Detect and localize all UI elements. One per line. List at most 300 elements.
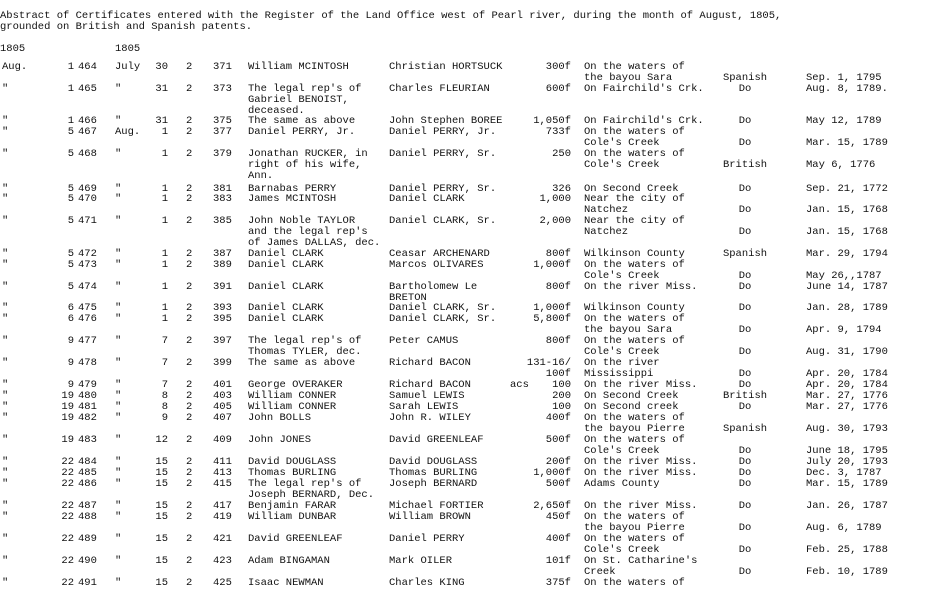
cell-d: 15 [155,577,168,589]
cell-no: 476 [78,313,97,325]
cell-m2: " [115,412,122,424]
cell-pg: 411 [213,456,232,468]
cell-claimant: Ann. [248,170,274,182]
cell-date: Mar. 27, 1776 [806,401,888,413]
cell-loc: On the river Miss. [584,456,698,468]
cell-qty: 131-16/ [526,357,571,369]
cell-no: 484 [78,456,97,468]
cell-nat: Do [738,368,752,380]
cell-pg: 421 [213,533,232,545]
cell-qty: 450f [545,511,571,523]
cell-c: 2 [186,281,193,293]
cell-qty: 733f [545,126,571,138]
cell-d: 31 [155,83,168,95]
cell-loc: On the river Miss. [584,467,698,479]
year-header-1: 1805 [0,43,26,55]
cell-qty: 200f [545,456,571,468]
cell-loc: Wilkinson County [584,302,685,314]
cell-d: 15 [155,478,168,490]
cell-d: 15 [155,533,168,545]
cell-vol: 9 [67,357,74,369]
cell-date: Aug. 30, 1793 [806,423,888,435]
cell-c: 2 [186,248,193,260]
cell-pg: 405 [213,401,232,413]
cell-m2: " [115,83,122,95]
cell-orig: Daniel CLARK, Sr. [389,215,497,227]
cell-vol: 22 [61,500,74,512]
cell-date: Apr. 20, 1784 [806,379,888,391]
cell-loc: Near the city of [584,215,685,227]
document-title-line-1: Abstract of Certificates entered with the Register of the Land Office west of Pearl river, during the month of August, 1805, [0,10,782,22]
cell-claimant: Jonathan RUCKER, in [248,148,368,160]
cell-m1: " [2,478,9,490]
cell-loc: On the waters of [584,533,685,545]
cell-no: 472 [78,248,97,260]
cell-claimant: deceased. [248,105,305,117]
cell-claimant: Adam BINGAMAN [248,555,330,567]
cell-claimant: The legal rep's of [248,335,362,347]
cell-m1: " [2,500,9,512]
cell-nat: Do [738,522,752,534]
cell-qty: 800f [545,281,571,293]
cell-d: 1 [161,281,168,293]
cell-m1: " [2,379,9,391]
cell-pg: 423 [213,555,232,567]
cell-loc: Cole's Creek [584,445,660,457]
cell-date: Dec. 3, 1787 [806,467,882,479]
cell-c: 2 [186,357,193,369]
cell-orig: Bartholomew Le [389,281,478,293]
cell-orig: Charles FLEURIAN [389,83,490,95]
cell-m2: " [115,533,122,545]
cell-vol: 5 [67,281,74,293]
cell-no: 487 [78,500,97,512]
cell-m2: " [115,313,122,325]
cell-claimant: Thomas BURLING [248,467,337,479]
cell-qty: 200 [552,390,571,402]
cell-nat: Do [738,324,752,336]
cell-vol: 1 [67,83,74,95]
cell-date: Feb. 10, 1789 [806,566,888,578]
cell-orig: Daniel CLARK, Sr. [389,302,497,314]
cell-orig: John Stephen BOREE [389,115,503,127]
cell-d: 7 [161,357,168,369]
cell-vol: 6 [67,302,74,314]
cell-date: July 20, 1793 [806,456,888,468]
cell-nat: Do [738,544,752,556]
cell-loc: Cole's Creek [584,544,660,556]
cell-pg: 395 [213,313,232,325]
cell-loc: On the waters of [584,577,685,589]
cell-loc: Creek [584,566,616,578]
cell-nat: Do [738,183,752,195]
cell-nat: Do [738,401,752,413]
cell-c: 2 [186,577,193,589]
cell-orig: Thomas BURLING [389,467,478,479]
cell-nat: Do [738,500,752,512]
cell-qty: 1,000 [539,193,571,205]
cell-claimant: Benjamin FARAR [248,500,337,512]
cell-d: 1 [161,183,168,195]
year-header-2: 1805 [115,43,141,55]
cell-pg: 385 [213,215,232,227]
cell-qty: 100 [552,379,571,391]
cell-m1: " [2,390,9,402]
cell-nat: Spanish [722,423,768,435]
cell-pg: 399 [213,357,232,369]
cell-d: 1 [161,248,168,260]
cell-pg: 373 [213,83,232,95]
cell-orig: Sarah LEWIS [389,401,459,413]
cell-no: 490 [78,555,97,567]
cell-qty: 500f [545,434,571,446]
cell-claimant: Daniel CLARK [248,248,324,260]
cell-m2: " [115,302,122,314]
cell-qty: 1,000f [533,302,571,314]
cell-vol: 9 [67,379,74,391]
cell-pg: 387 [213,248,232,260]
cell-date: Aug. 31, 1790 [806,346,888,358]
cell-m1: " [2,248,9,260]
cell-pg: 379 [213,148,232,160]
cell-vol: 5 [67,183,74,195]
cell-pg: 425 [213,577,232,589]
cell-m1: " [2,193,9,205]
cell-orig: Mark OILER [389,555,453,567]
cell-nat: Do [738,566,752,578]
cell-loc: On the river [584,357,660,369]
cell-orig: Richard BACON [389,357,471,369]
cell-nat: Do [738,281,752,293]
cell-no: 483 [78,434,97,446]
cell-claimant: George OVERAKER [248,379,343,391]
cell-m2: " [115,248,122,260]
cell-claimant: The same as above [248,115,356,127]
cell-d: 1 [161,193,168,205]
cell-loc: On the river Miss. [584,281,698,293]
cell-vol: 6 [67,313,74,325]
cell-m1: " [2,555,9,567]
cell-c: 2 [186,302,193,314]
cell-claimant: Daniel CLARK [248,281,324,293]
cell-nat: Spanish [722,248,768,260]
cell-no: 465 [78,83,97,95]
cell-d: 7 [161,335,168,347]
cell-orig: David DOUGLASS [389,456,478,468]
cell-nat: Do [738,83,752,95]
cell-orig: Christian HORTSUCK [389,61,503,73]
cell-m1: " [2,83,9,95]
cell-c: 2 [186,401,193,413]
cell-date: Feb. 25, 1788 [806,544,888,556]
cell-orig: Marcos OLIVARES [389,259,484,271]
cell-c: 2 [186,533,193,545]
cell-vol: 22 [61,478,74,490]
cell-c: 2 [186,434,193,446]
cell-m2: " [115,434,122,446]
cell-vol: 22 [61,533,74,545]
cell-orig: William BROWN [389,511,471,523]
cell-loc: Cole's Creek [584,159,660,171]
cell-c: 2 [186,511,193,523]
cell-pg: 415 [213,478,232,490]
cell-m1: " [2,302,9,314]
cell-vol: 22 [61,555,74,567]
cell-c: 2 [186,126,193,138]
cell-c: 2 [186,183,193,195]
cell-m2: " [115,259,122,271]
cell-date: June 18, 1795 [806,445,888,457]
cell-m1: " [2,577,9,589]
cell-m1: " [2,313,9,325]
cell-pg: 409 [213,434,232,446]
cell-vol: 5 [67,126,74,138]
cell-pg: 417 [213,500,232,512]
cell-nat: Do [738,270,752,282]
cell-date: Jan. 15, 1768 [806,226,888,238]
cell-m2: " [115,357,122,369]
cell-nat: Do [738,226,752,238]
cell-m2: " [115,335,122,347]
cell-qty: 600f [545,83,571,95]
cell-loc: On the waters of [584,434,685,446]
document-title-line-2: grounded on British and Spanish patents. [0,21,253,33]
cell-qty: 326 [552,183,571,195]
cell-claimant: The same as above [248,357,356,369]
cell-date: Jan. 28, 1789 [806,302,888,314]
cell-nat: British [722,390,768,402]
cell-claimant: William MCINTOSH [248,61,349,73]
cell-no: 477 [78,335,97,347]
cell-claimant: right of his wife, [248,159,362,171]
cell-loc: On the waters of [584,148,685,160]
cell-loc: On Second Creek [584,183,679,195]
cell-qty: 100 [552,401,571,413]
cell-claimant: Gabriel BENOIST, [248,94,349,106]
cell-no: 480 [78,390,97,402]
cell-loc: Cole's Creek [584,346,660,358]
cell-pg: 383 [213,193,232,205]
cell-no: 489 [78,533,97,545]
cell-orig: David GREENLEAF [389,434,484,446]
cell-claimant: James MCINTOSH [248,193,337,205]
cell-vol: 19 [61,401,74,413]
cell-m2: " [115,390,122,402]
cell-nat: Do [738,302,752,314]
cell-m1: " [2,434,9,446]
cell-m2: " [115,183,122,195]
cell-loc: On Second creek [584,401,679,413]
cell-loc: Wilkinson County [584,248,685,260]
cell-m1: " [2,456,9,468]
cell-m1: " [2,115,9,127]
cell-pg: 403 [213,390,232,402]
cell-pg: 401 [213,379,232,391]
cell-qty: 250 [552,148,571,160]
cell-nat: Do [738,456,752,468]
cell-m2: July [115,61,141,73]
cell-orig: Daniel CLARK, Sr. [389,313,497,325]
cell-m2: " [115,555,122,567]
cell-nat: British [722,159,768,171]
cell-vol: 5 [67,193,74,205]
cell-loc: On St. Catharine's [584,555,698,567]
cell-loc: the bayou Pierre [584,423,685,435]
cell-no: 474 [78,281,97,293]
cell-loc: On the waters of [584,335,685,347]
cell-c: 2 [186,148,193,160]
cell-m2: " [115,379,122,391]
cell-date: Mar. 15, 1789 [806,478,888,490]
cell-c: 2 [186,390,193,402]
cell-m1: " [2,511,9,523]
cell-loc: On Second Creek [584,390,679,402]
cell-claimant: William DUNBAR [248,511,337,523]
cell-claimant: Daniel CLARK [248,259,324,271]
cell-loc: On the waters of [584,61,685,73]
cell-qty: 400f [545,412,571,424]
cell-qty: 1,050f [533,115,571,127]
cell-vol: 1 [67,115,74,127]
cell-claimant: William CONNER [248,401,337,413]
cell-no: 479 [78,379,97,391]
cell-qty: 2,650f [533,500,571,512]
cell-date: Mar. 15, 1789 [806,137,888,149]
cell-vol: 19 [61,390,74,402]
cell-claimant: and the legal rep's [248,226,368,238]
cell-loc: On Fairchild's Crk. [584,83,704,95]
cell-m2: " [115,401,122,413]
cell-qty: 2,000 [539,215,571,227]
cell-pg: 377 [213,126,232,138]
cell-c: 2 [186,478,193,490]
cell-loc: Natchez [584,226,629,238]
cell-orig: Daniel PERRY, Sr. [389,183,497,195]
cell-no: 464 [78,61,97,73]
cell-d: 1 [161,148,168,160]
cell-claimant: Thomas TYLER, dec. [248,346,362,358]
cell-c: 2 [186,61,193,73]
cell-loc: On the waters of [584,259,685,271]
cell-m2: " [115,511,122,523]
cell-nat: Do [738,137,752,149]
cell-qty: 101f [545,555,571,567]
cell-vol: 1 [67,61,74,73]
cell-m1: " [2,126,9,138]
cell-claimant: John BOLLS [248,412,312,424]
cell-m1: " [2,357,9,369]
cell-loc: On the waters of [584,313,685,325]
cell-nat: Do [738,445,752,457]
cell-loc: Adams County [584,478,660,490]
cell-claimant: John Noble TAYLOR [248,215,356,227]
cell-d: 12 [155,434,168,446]
cell-loc: Near the city of [584,193,685,205]
cell-no: 469 [78,183,97,195]
cell-orig: Daniel CLARK [389,193,465,205]
cell-vol: 22 [61,467,74,479]
cell-d: 8 [161,390,168,402]
cell-c: 2 [186,259,193,271]
cell-loc: the bayou Sara [584,72,673,84]
cell-vol: 19 [61,434,74,446]
cell-d: 9 [161,412,168,424]
cell-claimant: William CONNER [248,390,337,402]
cell-claimant: David DOUGLASS [248,456,337,468]
cell-loc: Cole's Creek [584,137,660,149]
cell-m2: " [115,467,122,479]
cell-pre: acs [510,379,529,391]
cell-loc: On the waters of [584,412,685,424]
cell-m2: " [115,115,122,127]
cell-no: 473 [78,259,97,271]
cell-qty: 500f [545,478,571,490]
cell-m1: " [2,533,9,545]
cell-claimant: of James DALLAS, dec. [248,237,381,249]
cell-orig: Michael FORTIER [389,500,484,512]
cell-loc: Mississippi [584,368,654,380]
cell-d: 15 [155,511,168,523]
cell-d: 15 [155,456,168,468]
cell-m2: " [115,193,122,205]
cell-loc: On the river Miss. [584,379,698,391]
cell-d: 15 [155,555,168,567]
cell-d: 8 [161,401,168,413]
cell-date: Apr. 20, 1784 [806,368,888,380]
cell-d: 1 [161,126,168,138]
cell-c: 2 [186,412,193,424]
cell-qty: 300f [545,61,571,73]
cell-orig: Daniel PERRY, Jr. [389,126,497,138]
cell-qty: 400f [545,533,571,545]
cell-d: 30 [155,61,168,73]
cell-pg: 391 [213,281,232,293]
cell-loc: On the waters of [584,126,685,138]
cell-m1: " [2,467,9,479]
cell-m2: " [115,500,122,512]
cell-m2: " [115,215,122,227]
cell-vol: 19 [61,412,74,424]
cell-d: 1 [161,302,168,314]
cell-vol: 22 [61,577,74,589]
cell-nat: Do [738,467,752,479]
cell-nat: Do [738,346,752,358]
cell-pg: 381 [213,183,232,195]
cell-nat: Do [738,379,752,391]
cell-c: 2 [186,500,193,512]
cell-date: Apr. 9, 1794 [806,324,882,336]
cell-no: 481 [78,401,97,413]
cell-pg: 393 [213,302,232,314]
cell-m2: Aug. [115,126,141,138]
cell-no: 466 [78,115,97,127]
cell-date: Jan. 15, 1768 [806,204,888,216]
cell-m1: Aug. [2,61,28,73]
cell-date: Aug. 6, 1789 [806,522,882,534]
cell-d: 1 [161,215,168,227]
cell-qty: 100f [545,368,571,380]
cell-qty: 375f [545,577,571,589]
cell-date: June 14, 1787 [806,281,888,293]
cell-pg: 419 [213,511,232,523]
cell-claimant: Daniel CLARK [248,302,324,314]
cell-claimant: David GREENLEAF [248,533,343,545]
cell-nat: Do [738,204,752,216]
cell-c: 2 [186,313,193,325]
cell-no: 491 [78,577,97,589]
cell-qty: 800f [545,248,571,260]
cell-qty: 5,800f [533,313,571,325]
